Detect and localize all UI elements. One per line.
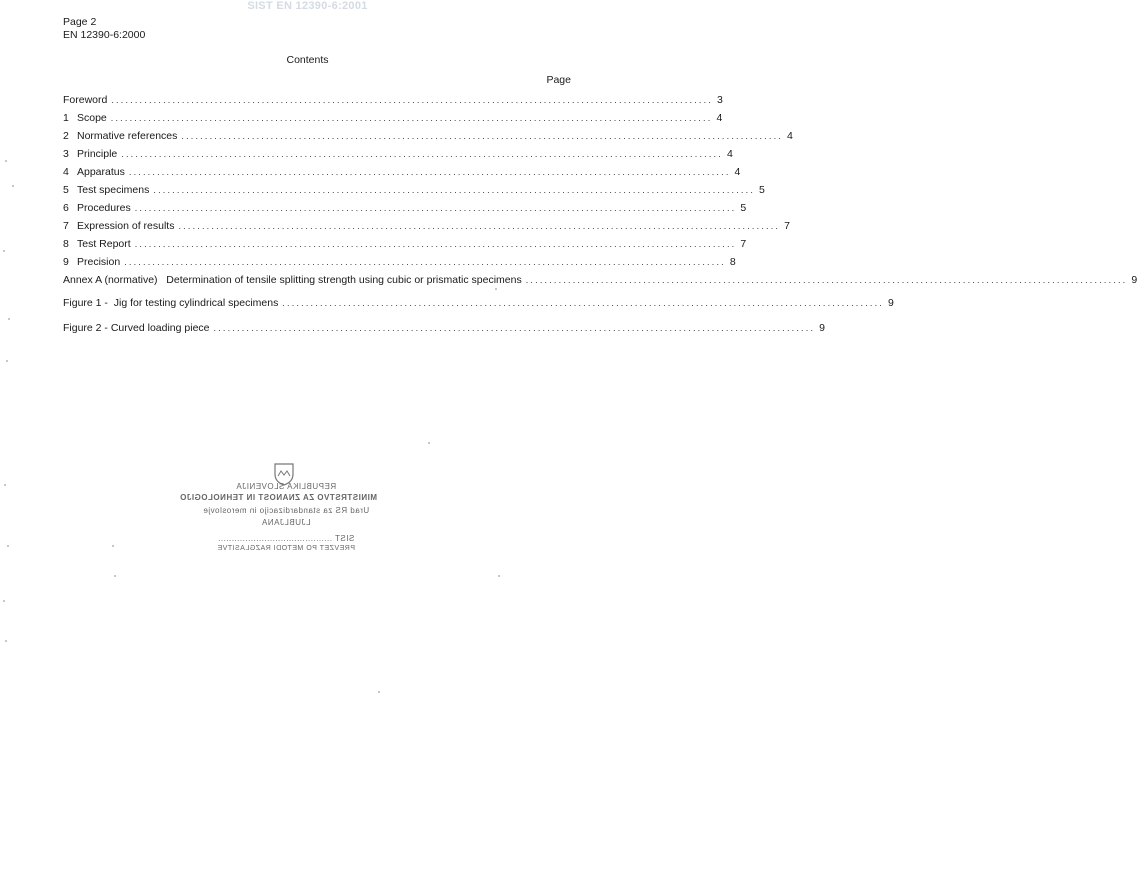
scan-speck xyxy=(114,575,116,577)
toc-page: 7 xyxy=(740,238,747,250)
toc-number: 9 xyxy=(63,256,69,268)
scan-speck xyxy=(4,484,6,486)
contents-heading: Contents xyxy=(286,54,329,66)
toc-leader: ................................................................................................................................ xyxy=(134,239,737,249)
toc-row-procedures[interactable] xyxy=(63,200,747,214)
scan-speck xyxy=(6,360,8,362)
toc-row-figure-2[interactable] xyxy=(63,320,826,334)
stamp-line: REPUBLIKA SLOVENIJA xyxy=(235,482,337,491)
stamp-line: MINISTRSTVO ZA ZNANOST IN TEHNOLOGIJO xyxy=(179,493,377,502)
toc-row-figure-1[interactable] xyxy=(63,295,894,309)
page-column-label: Page xyxy=(546,74,571,86)
stamp-line: PREVZET PO METODI RAZGLASITVE xyxy=(217,545,355,552)
toc-leader: ................................................................................................................................ xyxy=(111,95,714,105)
stamp-line: LJUBLJANA xyxy=(261,518,311,527)
toc-page: 5 xyxy=(740,202,747,214)
toc-title: Apparatus xyxy=(77,166,125,178)
scan-speck xyxy=(7,545,9,547)
page-header xyxy=(63,16,145,42)
toc-row-principle[interactable] xyxy=(63,146,733,160)
toc-page: 4 xyxy=(734,166,741,178)
toc-row-test-report[interactable] xyxy=(63,236,747,250)
toc-title: Precision xyxy=(77,256,121,268)
toc-leader: ................................................................................................................................ xyxy=(213,323,816,333)
toc-title: Figure 2 - Curved loading piece xyxy=(63,322,210,334)
scan-speck xyxy=(378,691,380,693)
scan-speck xyxy=(495,288,497,290)
toc-title: Normative references xyxy=(77,130,178,142)
toc-number: 7 xyxy=(63,220,69,232)
toc-leader: ................................................................................................................................ xyxy=(178,221,781,231)
toc-page: 9 xyxy=(819,322,826,334)
toc-leader: ................................................................................................................................ xyxy=(181,131,784,141)
toc-page: 5 xyxy=(759,184,765,196)
toc-row-normative-references[interactable] xyxy=(63,128,793,142)
toc-title: Procedures xyxy=(77,202,131,214)
toc-title: Expression of results xyxy=(77,220,175,232)
scan-speck xyxy=(3,600,5,602)
scan-speck xyxy=(5,160,7,162)
stamp-line: Urad RS za standardizacijo in meroslovje xyxy=(202,506,370,515)
toc-number: 2 xyxy=(63,130,69,142)
scan-speck xyxy=(498,575,500,577)
toc-leader: ................................................................................................................................ xyxy=(121,149,723,159)
toc-title: Foreword xyxy=(63,94,108,106)
toc-number: 6 xyxy=(63,202,69,214)
toc-row-precision[interactable] xyxy=(63,254,736,268)
toc-title: Test specimens xyxy=(77,184,150,196)
scan-speck xyxy=(5,640,7,642)
toc-title: Figure 1 - Jig for testing cylindrical specimens xyxy=(63,297,279,309)
toc-page: 3 xyxy=(717,94,723,106)
mirrored-stamp xyxy=(179,462,377,562)
toc-title: Test Report xyxy=(77,238,131,250)
toc-leader: ................................................................................................................................ xyxy=(134,203,737,213)
scan-speck xyxy=(12,185,14,187)
stamp-line: SIST .......................................... xyxy=(217,534,355,543)
scan-speck xyxy=(112,545,114,547)
toc-leader: ................................................................................................................................ xyxy=(282,298,885,308)
toc-number: 5 xyxy=(63,184,69,196)
toc-title: Scope xyxy=(77,112,107,124)
toc-page: 9 xyxy=(1131,274,1137,286)
toc-title: Principle xyxy=(77,148,118,160)
watermark: SIST EN 12390-6:2001 xyxy=(247,0,368,12)
toc-leader: ................................................................................................................................ xyxy=(525,275,1128,285)
toc-page: 8 xyxy=(729,256,736,268)
toc-leader: ................................................................................................................................ xyxy=(128,167,731,177)
toc-row-apparatus[interactable] xyxy=(63,164,741,178)
toc-leader: ................................................................................................................................ xyxy=(153,185,756,195)
toc-row-expression-of-results[interactable] xyxy=(63,218,790,232)
toc-title: Annex A (normative) Determination of tensile splitting strength using cubic or prismatic specimens xyxy=(63,274,522,286)
toc-number: 3 xyxy=(63,148,69,160)
page-number: Page 2 xyxy=(63,16,97,28)
toc-page: 4 xyxy=(716,112,723,124)
toc-row-foreword[interactable] xyxy=(63,92,723,106)
document-id: EN 12390-6:2000 xyxy=(63,29,146,41)
toc-page: 9 xyxy=(888,297,894,309)
toc-number: 1 xyxy=(63,112,69,124)
toc-page: 7 xyxy=(784,220,790,232)
toc-row-annex-a[interactable] xyxy=(63,272,1137,286)
scan-speck xyxy=(3,250,5,252)
toc-page: 4 xyxy=(787,130,793,142)
scan-speck xyxy=(8,318,10,320)
toc-number: 4 xyxy=(63,166,69,178)
toc-row-scope[interactable] xyxy=(63,110,723,124)
toc-number: 8 xyxy=(63,238,69,250)
toc-leader: ................................................................................................................................ xyxy=(110,113,713,123)
toc-leader: ................................................................................................................................ xyxy=(124,257,726,267)
scan-speck xyxy=(428,442,430,444)
toc-page: 4 xyxy=(726,148,733,160)
toc-row-test-specimens[interactable] xyxy=(63,182,765,196)
